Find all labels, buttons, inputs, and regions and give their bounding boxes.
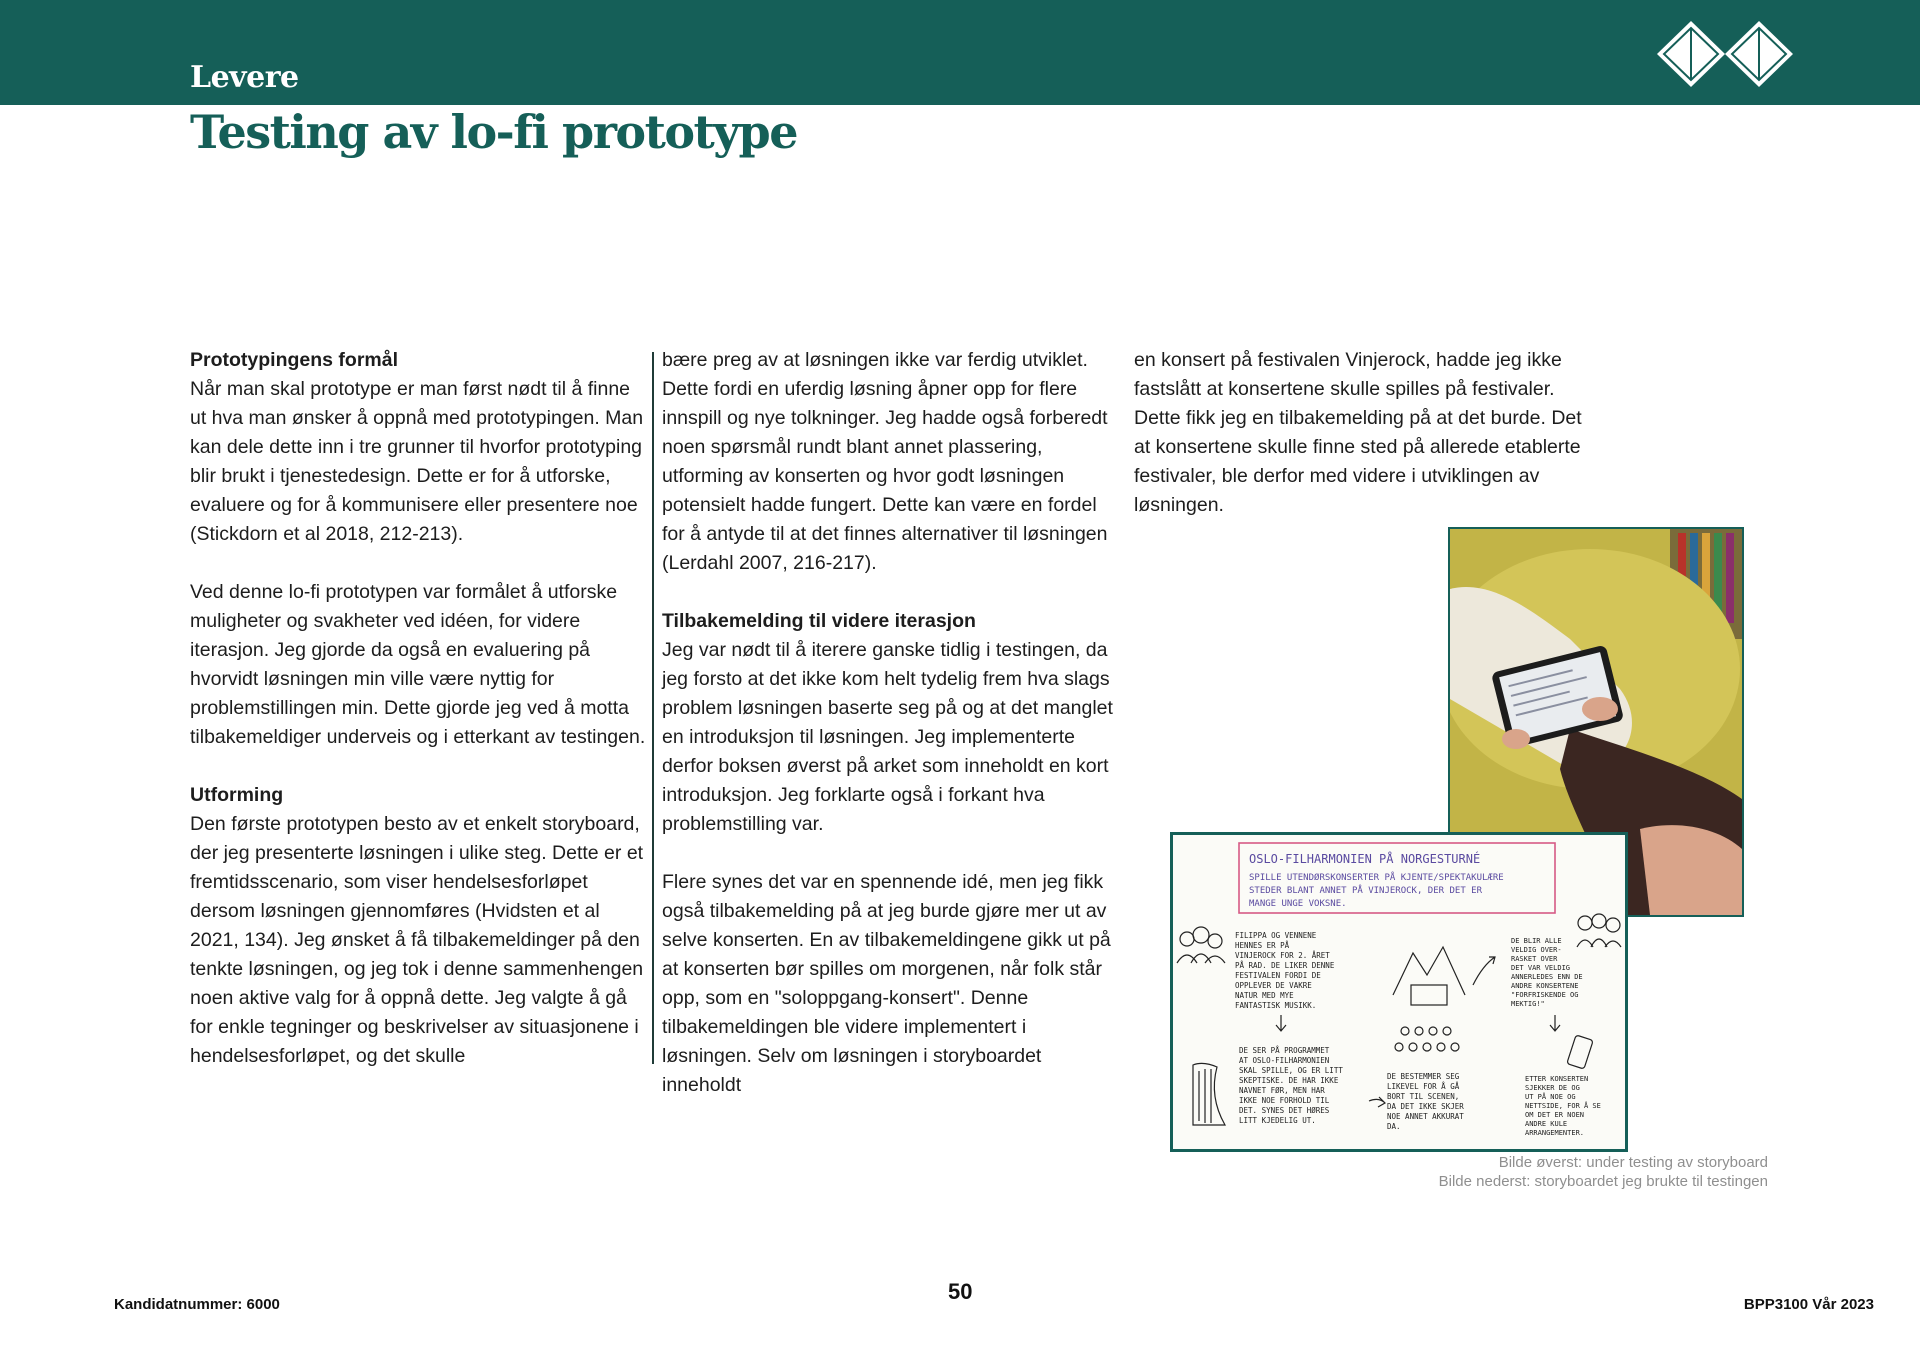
sketch-text: FANTASTISK MUSIKK. xyxy=(1235,1001,1317,1010)
sketch-text: BORT TIL SCENEN, xyxy=(1387,1092,1460,1101)
sketch-text: NAVNET FØR, MEN HAR xyxy=(1239,1086,1325,1095)
sketch-intro-line: STEDER BLANT ANNET PÅ VINJEROCK, DER DET ER xyxy=(1249,886,1482,896)
sketch-text: "FORFRISKENDE OG xyxy=(1511,991,1579,999)
sketch-text: VELDIG OVER- xyxy=(1511,946,1562,954)
candidate-number: Kandidatnummer: 6000 xyxy=(114,1296,280,1313)
paragraph: Når man skal prototype er man først nødt til å finne ut hva man ønsker å oppnå med prototypingen. Man kan dele dette inn i tre grunner til hvorfor prototyping blir brukt i tjenestedesign. Dette er for å utforske, evaluere og for å kommunisere eller presentere noe (Stickdorn et al 2018, 212-213). xyxy=(190,378,644,545)
sketch-heading: OSLO-FILHARMONIEN PÅ NORGESTURNÉ xyxy=(1249,852,1481,866)
page-number: 50 xyxy=(948,1279,973,1304)
sketch-text: RASKET OVER xyxy=(1511,955,1558,963)
paragraph: bære preg av at løsningen ikke var ferdig utviklet. Dette fordi en uferdig løsning åpner opp for flere innspill og nye tolkninger. Jeg hadde også forberedt noen spørsmål rundt blant annet plassering, utforming av konserten og hvor godt løsningen potensielt hadde fungert. Dette kan være en fordel for å antyde til at det finnes alternativer til løsningen (Lerdahl 2007, 216-217). xyxy=(662,349,1108,574)
sketch-text: LITT KJEDELIG UT. xyxy=(1239,1116,1316,1125)
sketch-text: MEKTIG!" xyxy=(1511,1000,1545,1008)
sketch-text: DE BESTEMMER SEG xyxy=(1387,1072,1460,1081)
text-column-3 xyxy=(1134,346,1592,520)
storyboard-drawing xyxy=(1173,835,1625,1149)
sketch-text: DA. xyxy=(1387,1122,1401,1131)
sketch-intro-line: SPILLE UTENDØRSKONSERTER PÅ KJENTE/SPEKTAKULÆRE xyxy=(1249,873,1504,883)
sketch-text: NOE ANNET AKKURAT xyxy=(1387,1112,1464,1121)
sketch-text: ANDRE KONSERTENE xyxy=(1511,982,1579,990)
diamond-logo-icon xyxy=(1655,18,1805,90)
sketch-text: DET VAR VELDIG xyxy=(1511,964,1571,972)
sketch-text: UT PÅ NOE OG xyxy=(1525,1093,1576,1101)
paragraph: Den første prototypen besto av et enkelt storyboard, der jeg presenterte løsningen i ulike steg. Dette er et fremtidsscenario, som viser hendelsesforløpet dersom løsningen gjennomføres (Hvidsten et al 2021, 134). Jeg ønsket å få tilbakemeldinger på den tenkte løsningen, og jeg tok i denne sammenhengen noen aktive valg for å oppnå dette. Jeg valgte å gå for enkle tegninger og beskrivelser av situasjonene i hendelsesforløpet, og det skulle xyxy=(190,813,644,1067)
sketch-text: NATUR MED MYE xyxy=(1235,991,1294,1000)
sketch-text: DET. SYNES DET HØRES xyxy=(1239,1106,1330,1115)
section-label: Levere xyxy=(190,60,299,95)
sketch-text: VINJEROCK FOR 2. ÅRET xyxy=(1235,951,1330,960)
sketch-text: FESTIVALEN FORDI DE xyxy=(1235,971,1321,980)
column-divider xyxy=(652,352,654,1064)
paragraph: Ved denne lo-fi prototypen var formålet å utforske muligheter og svakheter ved idéen, for videre iterasjon. Jeg gjorde da også en evaluering på hvorvidt løsningen min ville være nyttig for problemstillingen min. Dette gjorde jeg ved å motta tilbakemeldiger underveis og i etterkant av testingen. xyxy=(190,581,646,748)
text-column-2 xyxy=(662,346,1120,1100)
sketch-text: SKAL SPILLE, OG ER LITT xyxy=(1239,1066,1343,1075)
sketch-text: FILIPPA OG VENNENE xyxy=(1235,931,1317,940)
sketch-text: OM DET ER NOEN xyxy=(1525,1111,1585,1119)
sketch-text: ANDRE KULE xyxy=(1525,1120,1568,1128)
sketch-text: ARRANGEMENTER. xyxy=(1525,1129,1585,1137)
sketch-text: SJEKKER DE OG xyxy=(1525,1084,1580,1092)
paragraph: en konsert på festivalen Vinjerock, hadde jeg ikke fastslått at konsertene skulle spilles på festivaler. Dette fikk jeg en tilbakemelding på at det burde. Det at konsertene skulle finne sted på allerede etablerte festivaler, ble derfor med videre i utviklingen av løsningen. xyxy=(1134,349,1582,516)
image-caption xyxy=(1439,1153,1768,1191)
sketch-text: DE SER PÅ PROGRAMMET xyxy=(1239,1046,1330,1055)
sketch-text: ANNERLEDES ENN DE xyxy=(1511,973,1583,981)
storyboard-sketch xyxy=(1170,832,1628,1152)
sketch-text: IKKE NOE FORHOLD TIL xyxy=(1239,1096,1330,1105)
sketch-text: DE BLIR ALLE xyxy=(1511,937,1562,945)
sketch-text: NETTSIDE, FOR Å SE xyxy=(1525,1102,1601,1110)
sketch-text: HENNES ER PÅ xyxy=(1235,941,1290,950)
text-column-1 xyxy=(190,346,648,1071)
heading-utforming: Utforming xyxy=(190,784,284,806)
sketch-intro-line: MANGE UNGE VOKSNE. xyxy=(1249,899,1347,909)
heading-prototypingens-formal: Prototypingens formål xyxy=(190,349,399,371)
sketch-text: AT OSLO-FILHARMONIEN xyxy=(1239,1056,1330,1065)
sketch-text: ETTER KONSERTEN xyxy=(1525,1075,1589,1083)
sketch-text: SKEPTISKE. DE HAR IKKE xyxy=(1239,1076,1339,1085)
paragraph: Flere synes det var en spennende idé, men jeg fikk også tilbakemelding på at jeg burde gjøre mer ut av selve konserten. En av tilbakemeldingene gikk ut på at konserten bør spilles om morgenen, når folk står opp, som en "soloppgang-konsert". Denne tilbakemeldingen ble videre implementert i løsningen. Selv om løsningen i storyboardet inneholdt xyxy=(662,871,1111,1096)
caption-bottom: Bilde nederst: storyboardet jeg brukte til testingen xyxy=(1438,1173,1768,1190)
paragraph: Jeg var nødt til å iterere ganske tidlig i testingen, da jeg forsto at det ikke kom helt tydelig frem hva slags problem løsningen baserte seg på og at det manglet en introduksjon til løsningen. Jeg implementerte derfor boksen øverst på arket som inneholdt en kort introduksjon. Jeg forklarte også i forkant hva problemstilling var. xyxy=(662,639,1113,835)
sketch-text: LIKEVEL FOR Å GÅ xyxy=(1387,1082,1460,1091)
sketch-text: DA DET IKKE SKJER xyxy=(1387,1102,1464,1111)
heading-tilbakemelding: Tilbakemelding til videre iterasjon xyxy=(662,610,976,632)
page-title: Testing av lo-fi prototype xyxy=(190,105,797,159)
sketch-text: PÅ RAD. DE LIKER DENNE xyxy=(1235,961,1335,970)
caption-top: Bilde øverst: under testing av storyboard xyxy=(1498,1154,1768,1171)
header-bar xyxy=(0,0,1920,105)
sketch-text: OPPLEVER DE VAKRE xyxy=(1235,981,1312,990)
course-label: BPP3100 Vår 2023 xyxy=(1743,1296,1874,1313)
